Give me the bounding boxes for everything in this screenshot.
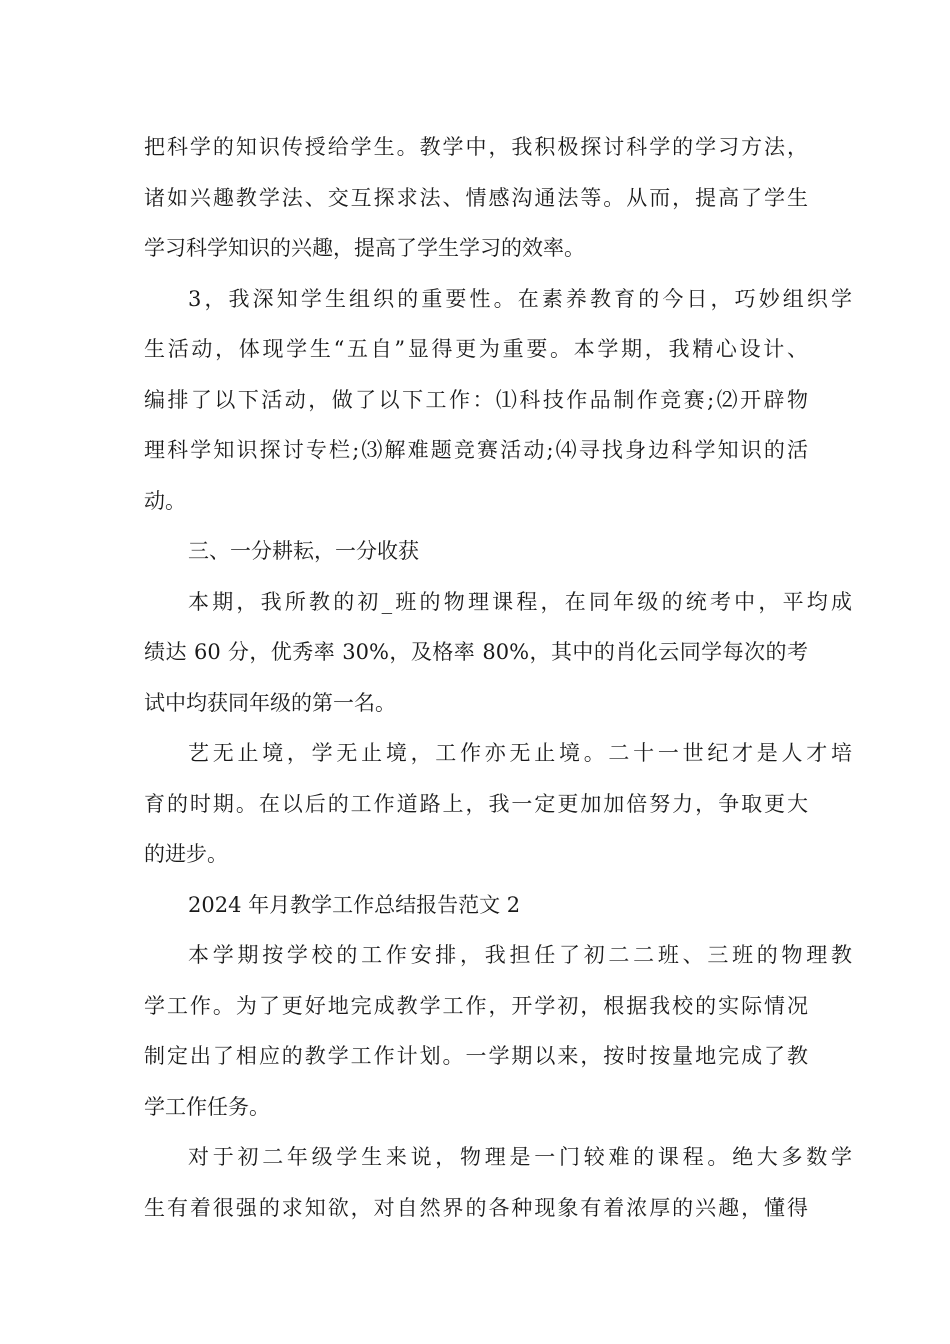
- text-line: 的进步。: [144, 842, 228, 866]
- text-line: 对于初二年级学生来说，物理是一门较难的课程。绝大多数学: [188, 1145, 852, 1169]
- text-line: 绩达 60 分，优秀率 30%，及格率 80%，其中的肖化云同学每次的考: [144, 640, 808, 664]
- text-line: 本期，我所教的初_班的物理课程，在同年级的统考中，平均成: [188, 589, 852, 614]
- text-line: 学工作。为了更好地完成教学工作，开学初，根据我校的实际情况: [144, 993, 808, 1018]
- text-line: 试中均获同年级的第一名。: [144, 690, 396, 715]
- document-body: [144, 122, 852, 1233]
- section-heading: 三、一分耕耘，一分收获: [188, 539, 419, 563]
- text-line: 制定出了相应的教学工作计划。一学期以来，按时按量地完成了教: [144, 1044, 808, 1068]
- text-line: 动。: [144, 488, 186, 513]
- text-line: 理科学知识探讨专栏;⑶解难题竞赛活动;⑷寻找身边科学知识的活: [144, 438, 808, 462]
- text-line: 3，我深知学生组织的重要性。在素养教育的今日，巧妙组织学: [188, 286, 852, 311]
- text-line: 把科学的知识传授给学生。教学中，我积极探讨科学的学习方法，: [144, 135, 808, 159]
- text-line: 学习科学知识的兴趣，提高了学生学习的效率。: [144, 236, 585, 260]
- text-line: 育的时期。在以后的工作道路上，我一定更加加倍努力，争取更大: [144, 791, 808, 816]
- text-line: 艺无止境，学无止境，工作亦无止境。二十一世纪才是人才培: [188, 741, 852, 765]
- text-line: 生有着很强的求知欲，对自然界的各种现象有着浓厚的兴趣，懂得: [144, 1195, 808, 1220]
- text-line: 学工作任务。: [144, 1094, 270, 1119]
- text-line: 诸如兴趣教学法、交互探求法、情感沟通法等。从而，提高了学生: [144, 185, 808, 210]
- text-line: 本学期按学校的工作安排，我担任了初二二班、三班的物理教: [188, 943, 852, 967]
- text-line: 编排了以下活动，做了以下工作：⑴科技作品制作竞赛;⑵开辟物: [144, 387, 808, 412]
- document-subtitle: 2024 年月教学工作总结报告范文 2: [188, 892, 521, 917]
- text-line: 生活动，体现学生“五自”显得更为重要。本学期，我精心设计、: [144, 337, 808, 361]
